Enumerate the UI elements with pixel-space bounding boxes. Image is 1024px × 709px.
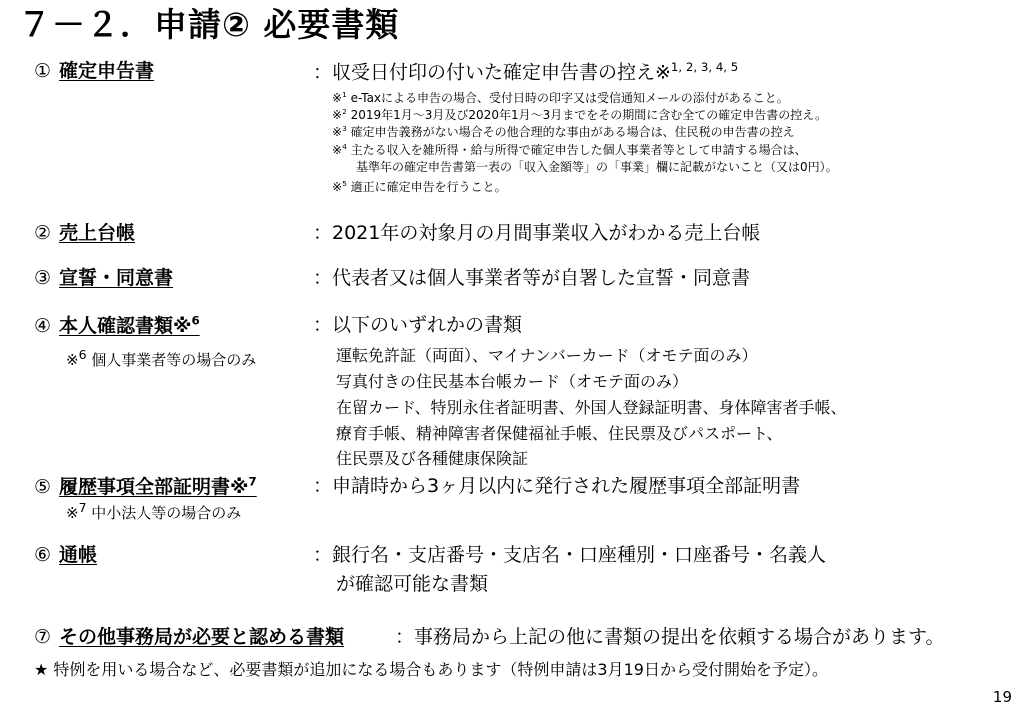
item-4-label [34,316,200,336]
note-number: 1 [342,90,347,99]
note-mark: ※ [332,91,343,105]
note-mark: ※ [332,108,343,122]
item-2-label [34,224,135,243]
item-5-side-note [66,502,241,521]
item-5-number: ⑤ [34,476,52,499]
item-2-value: ：2021年の対象月の月間事業収入がわかる売上台帳 [313,222,761,244]
item-6-value: ：銀行名・支店番号・支店名・口座種別・口座番号・名義人 [313,544,827,566]
page-number: 19 [992,688,1012,706]
note-4 [332,143,807,156]
item-7-value: ：事務局から上記の他に書類の提出を依頼する場合があります。 [395,626,945,648]
note-5 [332,180,507,193]
item-6-title: 通帳 [59,544,98,566]
item-3-value: ：代表者又は個人事業者等が自署した宣誓・同意書 [313,267,751,289]
item-4-side-note [66,349,256,368]
item-4-line-4: 療育手帳、精神障害者保健福祉手帳、住民票及びパスポート、 [336,424,783,443]
item-4-line-2: 写真付きの住民基本台帳カード（オモテ面のみ） [336,372,689,391]
item-6-value-line-2: が確認可能な書類 [336,573,489,595]
item-1-number: ① [34,60,52,82]
item-3-label [34,269,173,288]
note-text: e-Taxによる申告の場合、受付日時の印字又は受信通知メールの添付があること。 [346,91,789,105]
item-4-line-3: 在留カード、特別永住者証明書、外国人登録証明書、身体障害者手帳、 [336,398,847,417]
note-text: 確定申告義務がない場合その他合理的な事由がある場合は、住民税の申告書の控え [346,125,795,139]
note-4-continued: 基準年の確定申告書第一表の「収入金額等」の「事業」欄に記載がないこと（又は0円）。 [356,160,838,174]
item-4-line-5: 住民票及び各種健康保険証 [336,449,529,468]
item-5-value: ：申請時から3ヶ月以内に発行された履歴事項全部証明書 [313,475,801,497]
note-number: 6 [78,347,87,362]
note-3 [332,125,795,138]
note-2 [332,108,827,121]
item-4-title-text: 本人確認書類※ [59,315,192,338]
footnote: ★ 特例を用いる場合など、必要書類が追加になる場合もあります（特例申請は3月19日から受付開始を予定）。 [34,660,828,679]
item-7-title: その他事務局が必要と認める書類 [59,626,345,648]
item-1-title: 確定申告書 [59,60,155,82]
item-5-title [59,476,257,498]
note-text: 適正に確定申告を行うこと。 [346,180,507,194]
item-7-label [34,628,344,647]
note-number: 4 [342,142,347,151]
item-1-label [34,62,154,81]
item-4-line-1: 運転免許証（両面）、マイナンバーカード（オモテ面のみ） [336,346,758,365]
page-title: ７－２．申請② 必要書類 [18,5,400,44]
note-text: 2019年1月～3月及び2020年1月～3月までをその期間に含む全ての確定申告書の控え。 [346,108,827,122]
item-5-title-sup: 7 [248,475,257,489]
note-text: 主たる収入を雑所得・給与所得で確定申告した個人事業者等として申請する場合は、 [346,143,807,157]
item-1-value-text: ：収受日付印の付いた確定申告書の控え※ [313,61,671,84]
note-mark: ※ [332,125,343,139]
item-5-title-text: 履歴事項全部証明書※ [59,476,249,499]
item-6-number: ⑥ [34,544,52,566]
item-1-value [313,62,738,82]
item-1-value-sup: 1, 2, 3, 4, 5 [670,60,739,74]
item-3-title: 宣誓・同意書 [59,267,174,289]
item-4-number: ④ [34,315,52,338]
item-4-title-sup: 6 [191,314,200,328]
note-mark: ※ [332,143,343,157]
note-text: 個人事業者等の場合のみ [86,351,257,369]
item-5-label [34,477,257,497]
note-number: 5 [342,179,347,188]
note-mark: ※ [66,351,79,369]
item-6-label [34,546,97,565]
note-number: 7 [78,500,87,515]
note-mark: ※ [66,504,79,522]
item-4-title [59,315,200,337]
item-7-number: ⑦ [34,626,52,648]
note-text: 中小法人等の場合のみ [86,504,242,522]
note-number: 2 [342,107,347,116]
note-mark: ※ [332,180,343,194]
note-1 [332,91,789,104]
item-4-value: ：以下のいずれかの書類 [313,314,523,336]
item-2-title: 売上台帳 [59,222,136,244]
note-number: 3 [342,124,347,133]
item-3-number: ③ [34,267,52,289]
item-2-number: ② [34,222,52,244]
